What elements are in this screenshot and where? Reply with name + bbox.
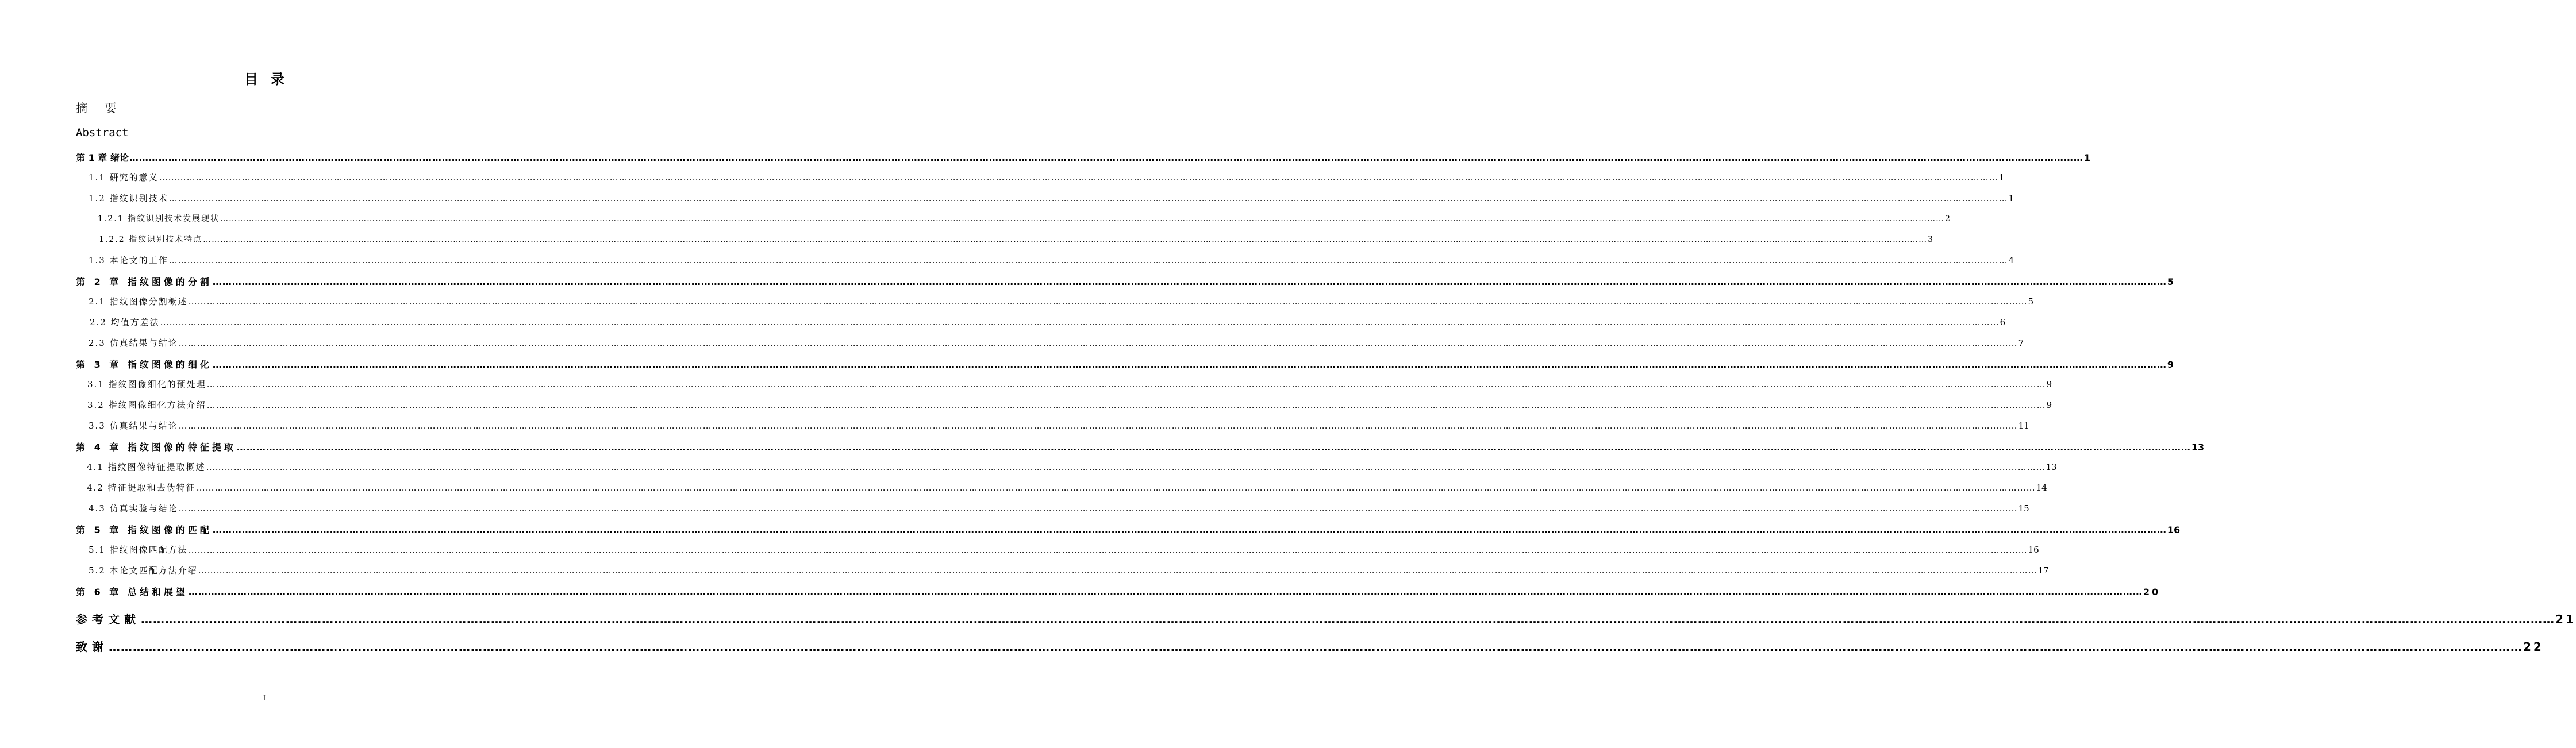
toc-leader-dots: …………………………………………………………………………………………………………………………………………………………………………………………………………………………………………………………………………………………………………………………………………………………………………………………………………………………………………………………………………………………………………………………………………………… bbox=[212, 276, 2167, 287]
toc-entry[interactable] bbox=[87, 378, 2052, 392]
toc-entry[interactable] bbox=[89, 337, 2024, 350]
toc-leader-dots: …………………………………………………………………………………………………………………………………………………………………………………………………………………………………………………………………………………………………………………………………………………………………………………………………………………………………………………………………………………………………………………………………………………… bbox=[109, 640, 2523, 654]
toc-leader-dots: …………………………………………………………………………………………………………………………………………………………………………………………………………………………………………………………………………………………………………………………………………………………………………………………………………………………………………………………………………………………………………………………………………………… bbox=[160, 317, 2000, 327]
toc-leader-dots: …………………………………………………………………………………………………………………………………………………………………………………………………………………………………………………………………………………………………………………………………………………………………………………………………………………………………………………………………………………………………………………………………………………… bbox=[203, 235, 1928, 244]
toc-leader-dots: …………………………………………………………………………………………………………………………………………………………………………………………………………………………………………………………………………………………………………………………………………………………………………………………………………………………………………………………………………………………………………………………………………………… bbox=[178, 503, 2018, 514]
toc-entry-label: 2.2 均值方差法 bbox=[90, 317, 160, 327]
toc-entry-label: 4.2 特征提取和去伪特征 bbox=[87, 483, 196, 493]
toc-page-number: 16 bbox=[2167, 525, 2181, 535]
toc-page-number: 15 bbox=[2018, 503, 2029, 514]
toc-page-number: 9 bbox=[2046, 379, 2052, 390]
toc-entry-label: 3.1 指纹图像细化的预处理 bbox=[87, 379, 206, 390]
toc-leader-dots: …………………………………………………………………………………………………………………………………………………………………………………………………………………………………………………………………………………………………………………………………………………………………………………………………………………………………………………………………………………………………………………………………………………… bbox=[188, 296, 2028, 307]
toc-leader-dots: …………………………………………………………………………………………………………………………………………………………………………………………………………………………………………………………………………………………………………………………………………………………………………………………………………………………………………………………………………………………………………………………………………………… bbox=[129, 152, 2083, 163]
toc-leader-dots: …………………………………………………………………………………………………………………………………………………………………………………………………………………………………………………………………………………………………………………………………………………………………………………………………………………………………………………………………………………………………………………………………………………… bbox=[178, 338, 2018, 348]
toc-leader-dots: …………………………………………………………………………………………………………………………………………………………………………………………………………………………………………………………………………………………………………………………………………………………………………………………………………………………………………………………………………………………………………………………………………………… bbox=[159, 172, 1998, 183]
toc-page-number: 22 bbox=[2523, 640, 2544, 654]
toc-entry-label: 第 1 章 绪论 bbox=[76, 152, 129, 163]
toc-entry[interactable] bbox=[89, 419, 2029, 433]
toc-leader-dots: …………………………………………………………………………………………………………………………………………………………………………………………………………………………………………………………………………………………………………………………………………………………………………………………………………………………………………………………………………………………………………………………………………………… bbox=[212, 359, 2167, 370]
toc-leader-dots: …………………………………………………………………………………………………………………………………………………………………………………………………………………………………………………………………………………………………………………………………………………………………………………………………………………………………………………………………………………………………………………………………………………… bbox=[188, 545, 2028, 555]
toc-entry-label: 1.2.2 指纹识别技术特点 bbox=[99, 235, 203, 244]
toc-entry-label: 第 6 章 总结和展望 bbox=[76, 587, 188, 597]
toc-entry-label: 2.3 仿真结果与结论 bbox=[89, 338, 178, 348]
toc-entry[interactable] bbox=[89, 254, 2014, 268]
page-number-footer: I bbox=[263, 694, 266, 703]
toc-leader-dots: …………………………………………………………………………………………………………………………………………………………………………………………………………………………………………………………………………………………………………………………………………………………………………………………………………………………………………………………………………………………………………………………………………………… bbox=[188, 587, 2143, 597]
toc-leader-dots: …………………………………………………………………………………………………………………………………………………………………………………………………………………………………………………………………………………………………………………………………………………………………………………………………………………………………………………………………………………………………………………………………………………… bbox=[178, 421, 2018, 431]
toc-leader-dots: …………………………………………………………………………………………………………………………………………………………………………………………………………………………………………………………………………………………………………………………………………………………………………………………………………………………………………………………………………………………………………………………………………………… bbox=[198, 565, 2037, 576]
toc-entry[interactable] bbox=[76, 638, 2544, 655]
toc-entry[interactable] bbox=[76, 440, 2205, 454]
toc-entry-label: 5.1 指纹图像匹配方法 bbox=[89, 545, 188, 555]
toc-leader-dots: …………………………………………………………………………………………………………………………………………………………………………………………………………………………………………………………………………………………………………………………………………………………………………………………………………………………………………………………………………………………………………………………………………………… bbox=[206, 400, 2046, 410]
toc-entry[interactable] bbox=[87, 461, 2057, 475]
toc-entry[interactable] bbox=[89, 502, 2029, 516]
page-title: 目录 bbox=[244, 71, 297, 87]
toc-entry[interactable] bbox=[89, 171, 2005, 185]
toc-entry-label: 4.1 指纹图像特征提取概述 bbox=[87, 462, 206, 472]
toc-page-number: 21 bbox=[2555, 612, 2576, 626]
toc-entry-label: 1.1 研究的意义 bbox=[89, 172, 159, 183]
toc-page-number: 11 bbox=[2018, 421, 2029, 431]
toc-page-number: 14 bbox=[2036, 483, 2047, 493]
toc-page-number: 9 bbox=[2046, 400, 2052, 410]
toc-page-number: 13 bbox=[2046, 462, 2057, 472]
toc-page-number: 3 bbox=[1928, 235, 1933, 244]
toc-entry-label: 第 4 章 指纹图像的特征提取 bbox=[76, 442, 236, 453]
toc-entry-label: 第 5 章 指纹图像的匹配 bbox=[76, 525, 212, 535]
toc-entry[interactable] bbox=[87, 399, 2052, 412]
toc-page-number: 13 bbox=[2191, 442, 2205, 453]
toc-page-number: 17 bbox=[2037, 565, 2049, 576]
toc-entry[interactable] bbox=[76, 357, 2174, 371]
toc-page-number: 1 bbox=[2008, 193, 2014, 203]
toc-entry-label: 1.2 指纹识别技术 bbox=[89, 193, 168, 203]
toc-entry-label: 第 2 章 指纹图像的分割 bbox=[76, 276, 212, 287]
abstract-cn-heading: 摘 要 bbox=[76, 101, 124, 115]
toc-entry-label: 3.2 指纹图像细化方法介绍 bbox=[87, 400, 206, 410]
toc-entry[interactable] bbox=[89, 192, 2014, 206]
toc-page-number: 5 bbox=[2167, 276, 2174, 287]
toc-leader-dots: …………………………………………………………………………………………………………………………………………………………………………………………………………………………………………………………………………………………………………………………………………………………………………………………………………………………………………………………………………………………………………………………………………………… bbox=[206, 462, 2046, 472]
toc-entry-label: 3.3 仿真结果与结论 bbox=[89, 421, 178, 431]
toc-entry-label: 1.2.1 指纹识别技术发展现状 bbox=[98, 214, 220, 223]
toc-entry-label: 5.2 本论文匹配方法介绍 bbox=[89, 565, 198, 576]
toc-entry-label: 4.3 仿真实验与结论 bbox=[89, 503, 178, 514]
toc-entry[interactable] bbox=[98, 213, 1950, 226]
toc-leader-dots: …………………………………………………………………………………………………………………………………………………………………………………………………………………………………………………………………………………………………………………………………………………………………………………………………………………………………………………………………………………………………………………………………………………… bbox=[212, 525, 2167, 535]
toc-leader-dots: …………………………………………………………………………………………………………………………………………………………………………………………………………………………………………………………………………………………………………………………………………………………………………………………………………………………………………………………………………………………………………………………………………………… bbox=[236, 442, 2191, 453]
toc-page-number: 5 bbox=[2028, 296, 2034, 307]
toc-leader-dots: …………………………………………………………………………………………………………………………………………………………………………………………………………………………………………………………………………………………………………………………………………………………………………………………………………………………………………………………………………………………………………………………………………………… bbox=[220, 214, 1945, 223]
toc-page-number: 7 bbox=[2018, 338, 2024, 348]
toc-entry-label: 参考文献 bbox=[76, 612, 140, 626]
toc-leader-dots: …………………………………………………………………………………………………………………………………………………………………………………………………………………………………………………………………………………………………………………………………………………………………………………………………………………………………………………………………………………………………………………………………………………… bbox=[168, 193, 2008, 203]
toc-page-number: 20 bbox=[2143, 587, 2161, 597]
toc-entry-label: 致谢 bbox=[76, 640, 108, 654]
toc-entry[interactable] bbox=[76, 610, 2576, 627]
toc-entry[interactable] bbox=[76, 585, 2161, 599]
toc-page-number: 1 bbox=[2083, 152, 2090, 163]
toc-page-number: 2 bbox=[1945, 214, 1950, 223]
toc-entry-label: 1.3 本论文的工作 bbox=[89, 255, 168, 265]
toc-page-number: 16 bbox=[2028, 545, 2039, 555]
toc-page-number: 6 bbox=[2000, 317, 2006, 327]
toc-entry[interactable] bbox=[89, 564, 2049, 578]
toc-entry[interactable] bbox=[87, 481, 2047, 495]
toc-leader-dots: …………………………………………………………………………………………………………………………………………………………………………………………………………………………………………………………………………………………………………………………………………………………………………………………………………………………………………………………………………………………………………………………………………………… bbox=[168, 255, 2008, 265]
toc-entry[interactable] bbox=[99, 233, 1933, 247]
toc-entry[interactable] bbox=[89, 295, 2034, 309]
abstract-en-heading: Abstract bbox=[76, 126, 129, 139]
toc-entry-label: 2.1 指纹图像分割概述 bbox=[89, 296, 188, 307]
toc-page-number: 4 bbox=[2008, 255, 2014, 265]
toc-leader-dots: …………………………………………………………………………………………………………………………………………………………………………………………………………………………………………………………………………………………………………………………………………………………………………………………………………………………………………………………………………………………………………………………………………………… bbox=[206, 379, 2046, 390]
toc-leader-dots: …………………………………………………………………………………………………………………………………………………………………………………………………………………………………………………………………………………………………………………………………………………………………………………………………………………………………………………………………………………………………………………………………………………… bbox=[141, 612, 2555, 626]
toc-leader-dots: …………………………………………………………………………………………………………………………………………………………………………………………………………………………………………………………………………………………………………………………………………………………………………………………………………………………………………………………………………………………………………………………………………………… bbox=[196, 483, 2036, 493]
toc-page-number: 1 bbox=[1998, 172, 2005, 183]
toc-entry[interactable] bbox=[76, 523, 2181, 537]
toc-entry[interactable] bbox=[76, 275, 2174, 288]
toc-entry[interactable] bbox=[90, 316, 2006, 330]
toc-entry[interactable] bbox=[76, 151, 2090, 164]
toc-page-number: 9 bbox=[2167, 359, 2174, 370]
toc-entry-label: 第 3 章 指纹图像的细化 bbox=[76, 359, 212, 370]
toc-entry[interactable] bbox=[89, 543, 2039, 557]
